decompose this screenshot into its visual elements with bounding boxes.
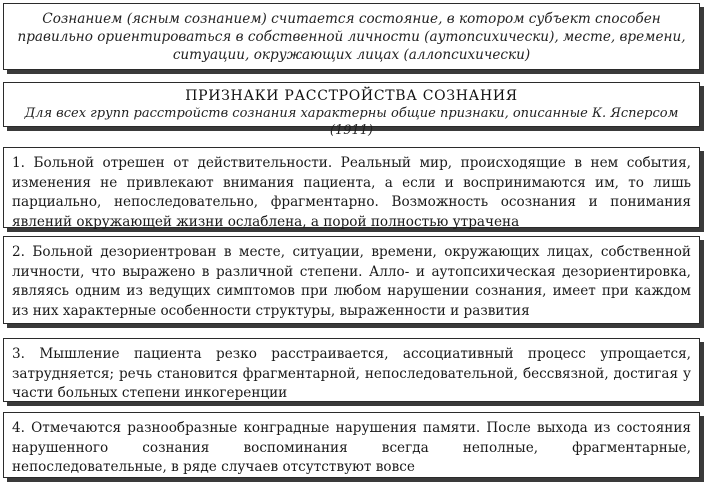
definition-text: Сознанием (ясным сознанием) считается состояние, в котором субъект способен правильно ориентироваться в собственной личности (аутопсихически), месте, времени, ситуации, окружающих лицах (аллопсихически) [17, 11, 686, 63]
definition-box [3, 3, 700, 70]
signs-title: ПРИЗНАКИ РАССТРОЙСТВА СОЗНАНИЯ [185, 88, 518, 104]
signs-subtitle: Для всех групп расстройств сознания характерны общие признаки, описанные К. Ясперсом (1911) [24, 106, 679, 138]
sign-item-4: 4. Отмечаются разнообразные конградные нарушения памяти. После выхода из состояния нарушенного сознания воспоминания всегда неполные, фрагментарные, непоследовательные, в ряде случаев отсутствуют вовсе [3, 412, 700, 478]
sign-item-3: 3. Мышление пациента резко расстраивается, ассоциативный процесс упрощается, затрудняется; речь становится фрагментарной, непоследовательной, бессвязной, достигая у части больных степени инкогеренции [3, 338, 700, 402]
sign-item-1: 1. Больной отрешен от действительности. Реальный мир, происходящие в нем события, изменения не привлекают внимания пациента, а если и воспринимаются им, то лишь парциально, непоследовательно, фрагментарно. Возможность осознания и понимания явлений окружающей жизни ослаблена, а порой полностью утрачена [3, 147, 700, 228]
signs-header-box [3, 82, 700, 138]
sign-item-2: 2. Больной дезориентрован в месте, ситуации, времени, окружающих лицах, собственной личности, что выражено в различной степени. Алло- и аутопсихическая дезориентировка, являясь одним из ведущих симптомов при любом нарушении сознания, имеет при каждом из них характерные особенности структуры, выраженности и развития [3, 236, 700, 324]
